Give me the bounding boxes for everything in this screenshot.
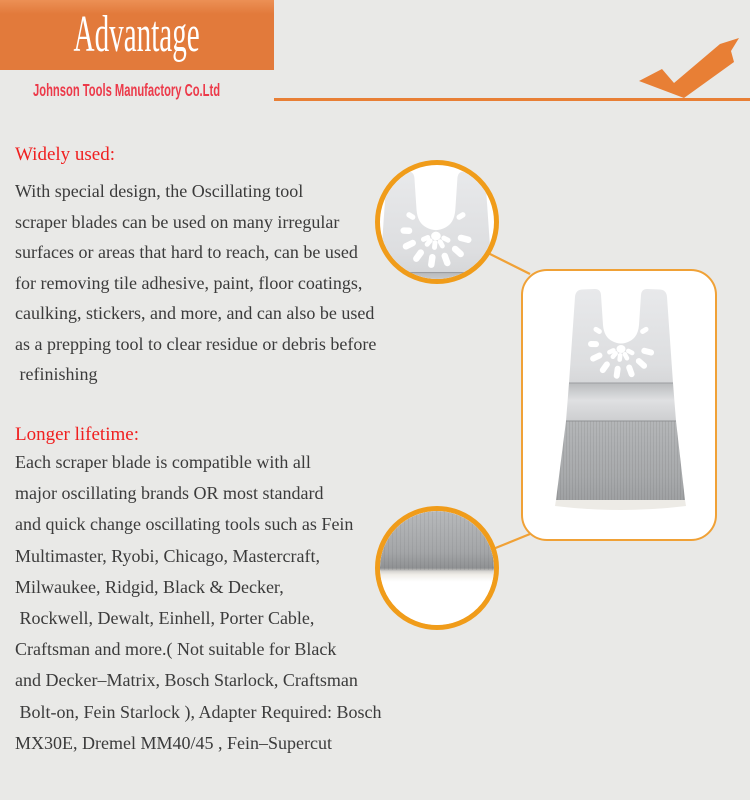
- text-line: for removing tile adhesive, paint, floor coatings,: [15, 272, 363, 293]
- text-line: as a prepping tool to clear residue or debris before: [15, 333, 377, 354]
- section-heading-longer-lifetime: Longer lifetime:: [15, 424, 139, 445]
- edge-closeup-image: [380, 511, 494, 625]
- zoom-circle-edge: [375, 506, 499, 630]
- text-line: Craftsman and more.( Not suitable for Black: [15, 639, 337, 660]
- text-line: and Decker–Matrix, Bosch Starlock, Craftsman: [15, 670, 358, 691]
- section-heading-widely-used: Widely used:: [15, 144, 116, 165]
- text-line: scraper blades can be used on many irregular: [15, 211, 340, 232]
- text-line: major oscillating brands OR most standard: [15, 483, 324, 504]
- text-line: refinishing: [15, 364, 98, 384]
- banner: [0, 0, 274, 70]
- widely-used-paragraph: [15, 176, 425, 390]
- text-line: Each scraper blade is compatible with all: [15, 452, 311, 472]
- text-line: With special design, the Oscillating tool: [15, 181, 304, 201]
- text-line: Bolt-on, Fein Starlock ), Adapter Required: Bosch: [15, 701, 382, 722]
- text-line: MX30E, Dremel MM40/45 , Fein–Supercut: [15, 732, 332, 753]
- longer-lifetime-paragraph: [15, 447, 425, 759]
- product-image-box: [521, 269, 717, 541]
- text-line: Rockwell, Dewalt, Einhell, Porter Cable,: [15, 608, 315, 629]
- zoom-circle-mount: [375, 160, 499, 284]
- scraper-blade-image: [523, 271, 715, 539]
- text-line: and quick change oscillating tools such as Fein: [15, 514, 354, 535]
- text-line: surfaces or areas that hard to reach, can be used: [15, 242, 358, 262]
- text-line: Milwaukee, Ridgid, Black & Decker,: [15, 576, 284, 597]
- company-name: Johnson Tools Manufactory Co.Ltd: [33, 80, 221, 100]
- text-line: Multimaster, Ryobi, Chicago, Mastercraft,: [15, 545, 320, 566]
- banner-title: Advantage: [73, 6, 201, 63]
- checkmark-icon: [636, 36, 748, 102]
- mount-closeup-image: [380, 165, 494, 279]
- text-line: caulking, stickers, and more, and can also be used: [15, 303, 375, 323]
